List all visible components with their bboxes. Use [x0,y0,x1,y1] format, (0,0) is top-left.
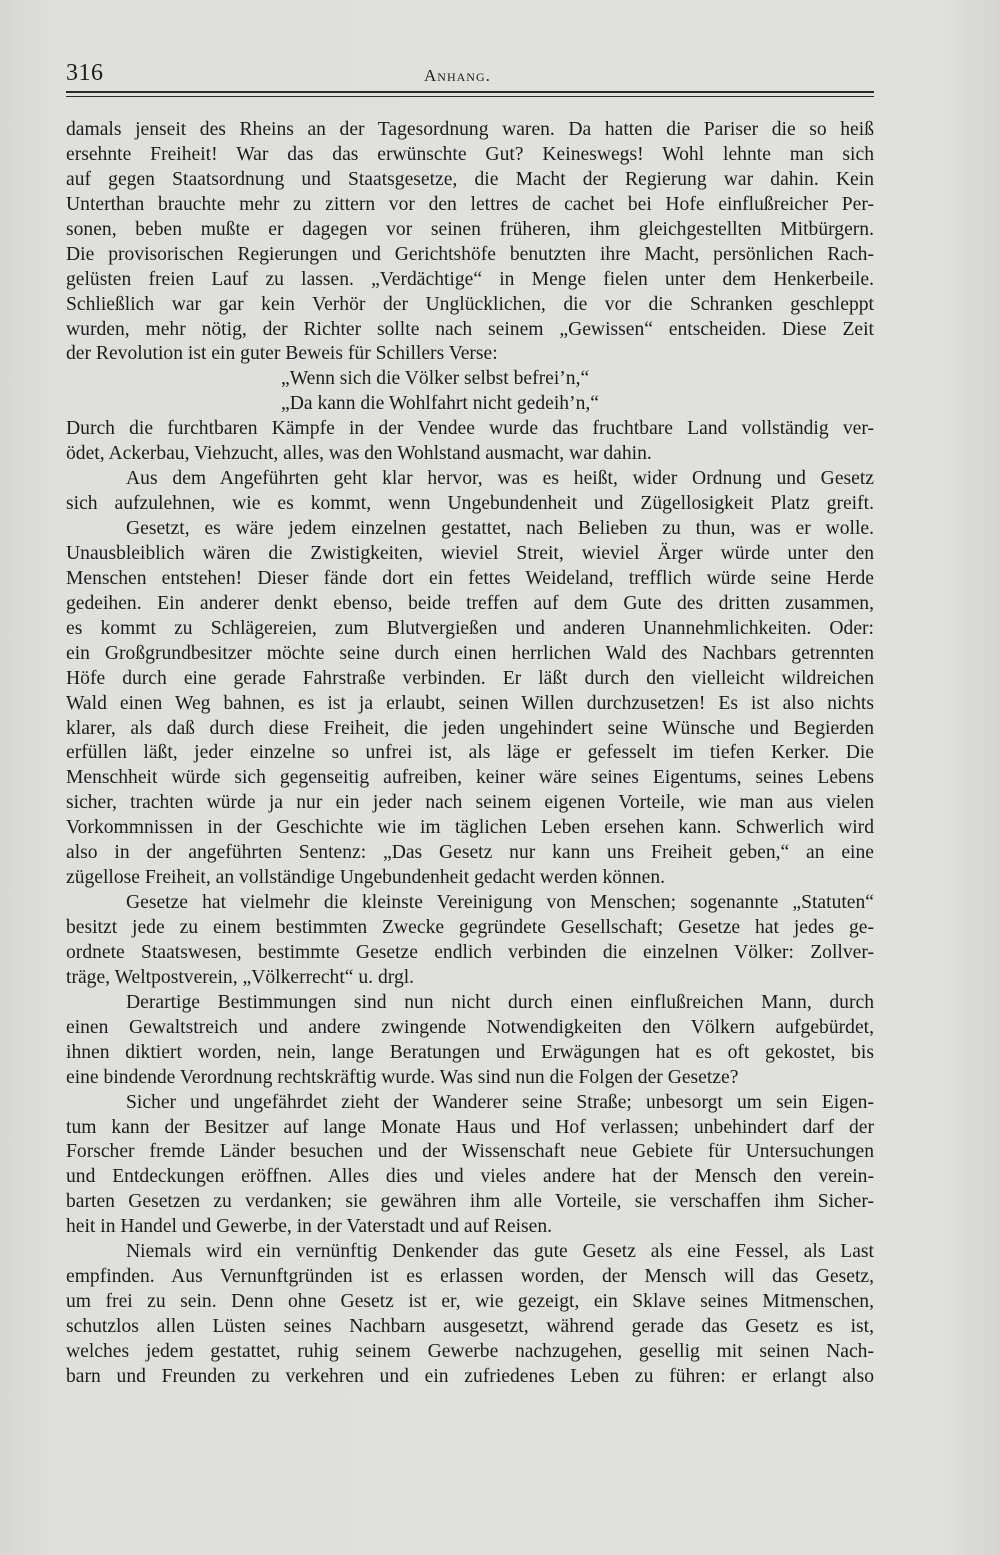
text-line: Derartige Bestimmungen sind nun nicht durch einen einflußreichen Mann, durch [126,991,874,1013]
text-line: ordnete Staatswesen, bestimmte Gesetze endlich verbinden die einzelnen Völker: Zollver- [66,941,874,963]
text-line: tum kann der Besitzer auf lange Monate Haus und Hof verlassen; unbehindert darf der [66,1116,874,1138]
text-line: Sicher und ungefährdet zieht der Wanderer seine Straße; unbesorgt um sein Eigen- [126,1091,874,1113]
text-line: träge, Weltpostverein, „Völkerrecht“ u. drgl. [66,966,415,988]
body-text [66,118,874,1390]
text-line: Unterthan brauchte mehr zu zittern vor den lettres de cachet bei Hofe einflußreicher Per- [66,193,874,215]
text-line: Gesetze hat vielmehr die kleinste Vereinigung von Menschen; sogenannte „Statuten“ [126,892,874,914]
text-line: sonen, beben mußte er dagegen vor seinen früheren, ihm gleichgestellten Mitbürgern. [66,218,874,240]
text-line: empfinden. Aus Vernunftgründen ist es erlassen worden, der Mensch will das Gesetz, [66,1266,874,1288]
text-line: Menschheit würde sich gegenseitig aufreiben, keiner wäre seines Eigentums, seines Lebens [66,767,874,789]
text-line: auf gegen Staatsordnung und Staatsgesetze, die Macht der Regierung war dahin. Kein [66,168,874,190]
text-line: sich aufzulehnen, wie es kommt, wenn Ungebundenheit und Zügellosigkeit Platz greift. [66,493,874,515]
text-line: und Entdeckungen eröffnen. Alles dies und vieles andere hat der Mensch den verein- [66,1166,874,1188]
text-line: Höfe durch eine gerade Fahrstraße verbinden. Er läßt durch den vielleicht wildreichen [66,667,874,689]
text-line: schutzlos allen Lüsten seines Nachbarn ausgesetzt, während gerade das Gesetz es ist, [66,1316,874,1337]
text-line: also in der angeführten Sentenz: „Das Gesetz nur kann uns Freiheit geben,“ an eine [66,842,874,864]
text-line: erfüllen läßt, jeder einzelne so unfrei ist, als läge er gefesselt im tiefen Kerker. Die [66,742,874,764]
text-line: Gesetzt, es wäre jedem einzelnen gestattet, nach Belieben zu thun, was er wolle. [126,518,874,539]
text-line: Vorkommnissen in der Geschichte wie im täglichen Leben ersehen kann. Schwerlich wird [66,817,874,839]
text-line: gedeihen. Ein anderer denkt ebenso, beide treffen auf dem Gute des dritten zusammen, [66,592,874,614]
text-line: um frei zu sein. Denn ohne Gesetz ist er, wie gezeigt, ein Sklave seines Mitmenschen, [66,1291,874,1313]
text-line: ersehnte Freiheit! War das das erwünschte Gut? Keineswegs! Wohl lehnte man sich [66,143,874,165]
text-line: wurden, mehr nötig, der Richter sollte nach seinem „Gewissen“ entscheiden. Diese Zeit [66,318,874,340]
text-line: Aus dem Angeführten geht klar hervor, was es heißt, wider Ordnung und Gesetz [126,468,874,490]
text-line: besitzt jede zu einem bestimmten Zwecke gegründete Gesellschaft; Gesetze hat jedes ge- [66,917,874,938]
text-line: Schließlich war gar kein Verhör der Unglücklichen, die vor die Schranken geschleppt [66,293,874,315]
text-line: welches jedem gestattet, ruhig seinem Gewerbe nachzugehen, gesellig mit seinen Nach- [66,1340,874,1362]
verse-line: „Wenn sich die Völker selbst befrei’n,“ [281,368,590,390]
running-title: Anhang. [424,66,491,85]
header-rule-thin [66,96,874,97]
text-line: klarer, als daß durch diese Freiheit, die jeden ungehindert seine Wünsche und Begierden [66,717,874,739]
text-line: Menschen entstehen! Dieser fände dort ein fettes Weideland, trefflich würde seine Herde [66,567,874,589]
text-line: Forscher fremde Länder besuchen und der Wissenschaft neue Gebiete für Untersuchungen [66,1141,874,1163]
text-line: ödet, Ackerbau, Viehzucht, alles, was den Wohlstand ausmacht, war dahin. [66,443,652,465]
page-number: 316 [66,60,104,86]
text-line: Unausbleiblich wären die Zwistigkeiten, wieviel Streit, wieviel Ärger würde unter den [66,542,874,564]
text-line: sicher, trachten würde ja nur ein jeder nach seinem eigenen Vorteile, wie man aus vielen [66,792,874,814]
text-line: Die provisorischen Regierungen und Gerichtshöfe benutzten ihre Macht, persönlichen Rach- [66,243,874,265]
text-line: damals jenseit des Rheins an der Tagesordnung waren. Da hatten die Pariser die so heiß [66,119,874,140]
page-header [66,60,874,92]
text-line: es kommt zu Schlägereien, zum Blutvergießen und anderen Unannehmlichkeiten. Oder: [66,617,874,639]
text-line: barn und Freunden zu verkehren und ein zufriedenes Leben zu führen: er erlangt also [66,1365,874,1387]
text-line: einen Gewaltstreich und andere zwingende Notwendigkeiten den Völkern aufgebürdet, [66,1016,874,1038]
text-line: der Revolution ist ein guter Beweis für Schillers Verse: [66,343,498,365]
text-line: ihnen diktiert worden, nein, lange Beratungen und Erwägungen hat es oft gekostet, bis [66,1041,874,1063]
text-line: barten Gesetzen zu verdanken; sie gewähren ihm alle Vorteile, sie verschaffen ihm Sicher- [66,1191,874,1213]
text-line: gelüsten freien Lauf zu lassen. „Verdächtige“ in Menge fielen unter dem Henkerbeile. [66,268,874,290]
text-line: ein Großgrundbesitzer möchte seine durch einen herrlichen Wald des Nachbars getrennten [66,642,874,664]
text-line: heit in Handel und Gewerbe, in der Vaterstadt und auf Reisen. [66,1216,553,1238]
text-line: Niemals wird ein vernünftig Denkender das gute Gesetz als eine Fessel, als Last [126,1241,874,1263]
text-line: zügellose Freiheit, an vollständige Ungebundenheit gedacht werden können. [66,867,666,889]
text-line: Durch die furchtbaren Kämpfe in der Vendee wurde das fruchtbare Land vollständig ver- [66,418,874,440]
text-line: Wald einen Weg bahnen, es ist ja erlaubt, seinen Willen durchzusetzen! Es ist also nichts [66,692,874,714]
text-line: eine bindende Verordnung rechtskräftig wurde. Was sind nun die Folgen der Gesetze? [66,1066,739,1088]
verse-line: „Da kann die Wohlfahrt nicht gedeih’n,“ [281,393,599,415]
header-rule [66,91,874,93]
